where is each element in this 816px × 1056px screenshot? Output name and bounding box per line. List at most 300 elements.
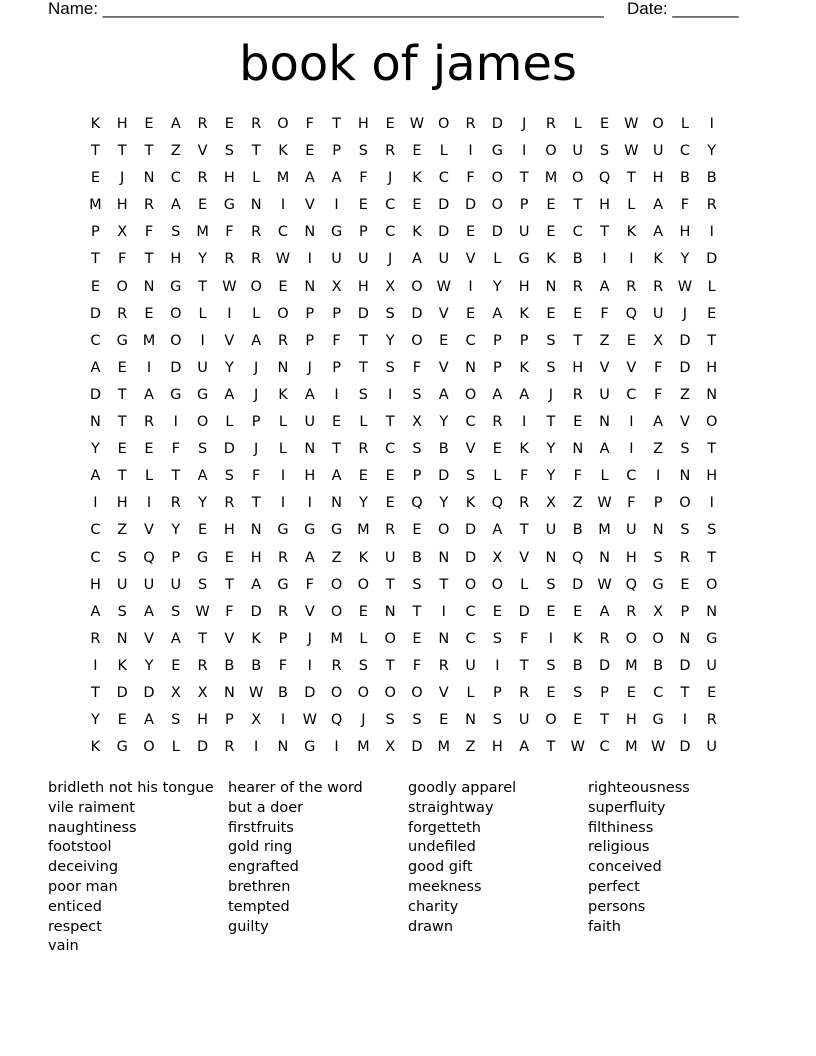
grid-letter[interactable]: O [330,684,343,701]
grid-letter[interactable]: K [278,386,288,403]
grid-letter[interactable]: I [146,359,152,376]
grid-letter[interactable]: W [650,739,666,756]
grid-letter[interactable]: W [302,712,317,729]
grid-letter[interactable]: P [278,630,288,647]
grid-letter[interactable]: Z [679,386,690,403]
grid-letter[interactable]: B [572,657,583,674]
grid-letter[interactable]: P [251,414,261,431]
grid-letter[interactable]: N [545,278,557,295]
grid-letter[interactable]: G [170,386,182,403]
grid-letter[interactable]: I [441,603,446,620]
grid-letter[interactable]: O [491,576,504,593]
grid-letter[interactable]: V [197,143,208,160]
grid-letter[interactable]: N [438,549,450,566]
grid-letter[interactable]: G [223,197,235,214]
grid-letter[interactable]: I [629,251,634,268]
grid-letter[interactable]: T [117,386,127,403]
grid-letter[interactable]: O [545,143,557,160]
grid-letter[interactable]: Q [491,495,504,512]
grid-letter[interactable]: N [438,630,450,647]
grid-letter[interactable]: E [385,468,395,485]
grid-letter[interactable]: E [707,684,717,701]
grid-letter[interactable]: E [358,197,368,214]
grid-letter[interactable]: T [117,414,127,431]
grid-letter[interactable]: U [706,657,718,674]
grid-letter[interactable]: X [411,414,422,431]
grid-letter[interactable]: S [117,603,127,620]
grid-letter[interactable]: T [439,576,449,593]
grid-letter[interactable]: B [572,251,583,268]
grid-letter[interactable]: E [224,116,234,132]
grid-letter[interactable]: Y [546,468,556,485]
grid-letter[interactable]: O [330,576,343,593]
grid-letter[interactable]: R [572,386,583,403]
grid-letter[interactable]: U [465,657,476,674]
grid-letter[interactable]: P [519,197,529,214]
grid-letter[interactable]: O [706,576,718,593]
grid-letter[interactable]: G [170,278,182,295]
grid-letter[interactable]: F [653,386,663,403]
grid-letter[interactable]: Y [198,251,208,268]
grid-letter[interactable]: K [358,549,369,566]
grid-letter[interactable]: K [546,251,556,268]
grid-letter[interactable]: K [626,224,637,241]
grid-letter[interactable]: O [277,305,289,322]
grid-letter[interactable]: E [465,305,476,322]
grid-letter[interactable]: B [679,170,690,187]
grid-letter[interactable]: S [546,576,556,593]
grid-letter[interactable]: A [170,197,181,214]
grid-letter[interactable]: B [572,522,583,539]
grid-letter[interactable]: R [251,251,262,268]
grid-letter[interactable]: M [357,739,370,756]
grid-letter[interactable]: I [146,495,152,512]
grid-letter[interactable]: F [332,332,341,349]
grid-letter[interactable]: O [357,576,370,593]
grid-letter[interactable]: S [224,468,234,485]
grid-letter[interactable]: O [411,278,423,295]
grid-letter[interactable]: E [144,441,154,458]
grid-letter[interactable]: P [332,359,341,376]
grid-letter[interactable]: D [438,197,450,214]
grid-letter[interactable]: U [116,576,128,593]
grid-letter[interactable]: H [679,224,691,241]
grid-letter[interactable]: Y [385,332,395,349]
grid-letter[interactable]: E [465,224,476,241]
grid-letter[interactable]: E [546,224,556,241]
grid-letter[interactable]: S [680,441,690,458]
grid-letter[interactable]: H [170,251,182,268]
grid-letter[interactable]: A [519,739,530,756]
grid-letter[interactable]: J [254,359,259,376]
grid-letter[interactable]: W [677,278,693,295]
grid-letter[interactable]: Z [170,143,181,160]
grid-letter[interactable]: M [544,170,558,187]
grid-letter[interactable]: F [680,197,690,214]
grid-letter[interactable]: O [170,332,182,349]
grid-letter[interactable]: T [144,251,154,268]
grid-letter[interactable]: A [492,386,503,403]
grid-letter[interactable]: O [652,116,664,132]
grid-letter[interactable]: R [679,549,690,566]
grid-letter[interactable]: T [707,332,717,349]
grid-letter[interactable]: V [224,332,235,349]
grid-letter[interactable]: N [277,739,289,756]
grid-letter[interactable]: O [411,332,423,349]
grid-letter[interactable]: G [706,630,718,647]
grid-letter[interactable]: R [572,278,583,295]
grid-letter[interactable]: W [597,576,612,593]
grid-letter[interactable]: I [522,143,527,160]
grid-letter[interactable]: W [436,278,451,295]
grid-letter[interactable]: X [170,684,181,701]
grid-letter[interactable]: V [144,630,154,647]
grid-letter[interactable]: E [439,332,449,349]
grid-letter[interactable]: R [626,278,637,295]
grid-letter[interactable]: K [251,630,261,647]
grid-letter[interactable]: Z [331,549,342,566]
grid-letter[interactable]: H [304,468,316,485]
grid-letter[interactable]: A [492,305,503,322]
grid-letter[interactable]: U [518,224,530,241]
grid-letter[interactable]: Z [653,441,664,458]
grid-letter[interactable]: E [573,603,583,620]
grid-letter[interactable]: P [305,305,315,322]
grid-letter[interactable]: A [144,603,154,620]
grid-letter[interactable]: I [280,468,286,485]
grid-letter[interactable]: O [411,684,423,701]
grid-letter[interactable]: E [412,630,422,647]
grid-letter[interactable]: A [144,386,154,403]
grid-letter[interactable]: I [200,332,205,349]
grid-letter[interactable]: D [411,305,423,322]
grid-letter[interactable]: D [679,657,691,674]
grid-letter[interactable]: N [304,224,316,241]
grid-letter[interactable]: N [706,386,718,403]
grid-letter[interactable]: S [680,522,690,539]
grid-letter[interactable]: S [117,549,127,566]
grid-letter[interactable]: E [412,143,422,160]
grid-letter[interactable]: S [412,712,422,729]
grid-letter[interactable]: D [250,603,262,620]
grid-letter[interactable]: P [332,305,341,322]
grid-letter[interactable]: E [90,278,100,295]
grid-letter[interactable]: F [653,359,663,376]
grid-letter[interactable]: N [250,522,262,539]
grid-letter[interactable]: P [492,332,502,349]
grid-letter[interactable]: A [412,251,422,268]
grid-letter[interactable]: E [626,332,636,349]
grid-letter[interactable]: A [304,386,315,403]
grid-letter[interactable]: O [384,684,396,701]
grid-letter[interactable]: C [572,224,583,241]
grid-letter[interactable]: G [304,522,316,539]
grid-letter[interactable]: Y [546,441,556,458]
grid-letter[interactable]: P [91,224,100,241]
grid-letter[interactable]: D [706,251,718,268]
grid-letter[interactable]: R [358,441,369,458]
grid-letter[interactable]: J [307,359,312,376]
grid-letter[interactable]: G [277,522,289,539]
grid-letter[interactable]: D [518,603,530,620]
grid-letter[interactable]: O [491,170,504,187]
grid-letter[interactable]: K [519,305,529,322]
grid-letter[interactable]: X [545,495,556,512]
grid-letter[interactable]: R [224,251,235,268]
grid-letter[interactable]: E [305,143,315,160]
grid-letter[interactable]: B [411,549,422,566]
grid-letter[interactable]: I [388,386,393,403]
grid-letter[interactable]: D [116,684,128,701]
grid-letter[interactable]: I [709,495,714,512]
grid-letter[interactable]: A [331,468,342,485]
grid-letter[interactable]: U [143,576,155,593]
grid-letter[interactable]: E [358,603,368,620]
grid-letter[interactable]: S [358,386,368,403]
grid-letter[interactable]: R [465,116,476,132]
grid-letter[interactable]: W [249,684,264,701]
grid-letter[interactable]: J [548,386,554,403]
grid-letter[interactable]: M [625,657,638,674]
grid-letter[interactable]: S [653,549,663,566]
grid-letter[interactable]: F [412,359,422,376]
grid-letter[interactable]: E [573,712,583,729]
grid-letter[interactable]: V [465,441,476,458]
grid-letter[interactable]: E [358,468,368,485]
grid-letter[interactable]: V [438,359,449,376]
grid-letter[interactable]: N [679,468,691,485]
grid-letter[interactable]: F [305,576,314,593]
grid-letter[interactable]: N [304,441,316,458]
grid-letter[interactable]: U [652,143,664,160]
grid-letter[interactable]: I [280,495,286,512]
grid-letter[interactable]: Y [439,414,449,431]
grid-letter[interactable]: Z [117,522,128,539]
grid-letter[interactable]: D [438,468,450,485]
grid-letter[interactable]: C [653,684,664,701]
grid-letter[interactable]: G [330,224,343,241]
grid-letter[interactable]: E [171,657,181,674]
grid-letter[interactable]: L [359,414,368,431]
grid-letter[interactable]: X [653,603,664,620]
grid-letter[interactable]: E [492,441,502,458]
grid-letter[interactable]: T [385,657,395,674]
grid-letter[interactable]: N [572,441,584,458]
grid-letter[interactable]: C [465,414,476,431]
grid-letter[interactable]: R [385,522,396,539]
grid-letter[interactable]: I [522,414,527,431]
grid-letter[interactable]: E [680,576,690,593]
grid-letter[interactable]: U [170,576,182,593]
grid-letter[interactable]: L [707,278,716,295]
grid-letter[interactable]: V [304,197,315,214]
grid-letter[interactable]: F [519,630,529,647]
grid-letter[interactable]: O [170,305,182,322]
grid-letter[interactable]: D [143,684,155,701]
grid-letter[interactable]: R [251,116,262,132]
grid-letter[interactable]: A [144,712,154,729]
grid-letter[interactable]: S [492,712,502,729]
grid-letter[interactable]: V [304,603,315,620]
grid-letter[interactable]: A [438,386,449,403]
grid-letter[interactable]: K [653,251,663,268]
grid-letter[interactable]: T [358,359,368,376]
grid-letter[interactable]: O [277,116,289,132]
grid-letter[interactable]: S [358,143,368,160]
grid-letter[interactable]: E [573,414,583,431]
grid-letter[interactable]: L [171,739,180,756]
grid-letter[interactable]: X [385,739,396,756]
grid-letter[interactable]: U [331,251,342,268]
grid-letter[interactable]: R [224,739,235,756]
grid-letter[interactable]: Q [625,305,638,322]
grid-letter[interactable]: V [679,414,690,431]
grid-letter[interactable]: E [707,305,717,322]
grid-letter[interactable]: H [116,197,128,214]
grid-letter[interactable]: O [464,386,477,403]
grid-letter[interactable]: Y [171,522,181,539]
grid-letter[interactable]: N [545,549,557,566]
grid-letter[interactable]: K [90,739,101,756]
grid-letter[interactable]: C [626,468,637,485]
grid-letter[interactable]: W [275,251,291,268]
grid-letter[interactable]: O [491,197,504,214]
grid-letter[interactable]: Y [439,495,449,512]
grid-letter[interactable]: L [600,468,609,485]
grid-letter[interactable]: H [491,739,503,756]
grid-letter[interactable]: D [679,359,691,376]
grid-letter[interactable]: R [277,332,289,349]
grid-letter[interactable]: V [465,251,476,268]
grid-letter[interactable]: T [90,684,100,701]
grid-letter[interactable]: P [492,684,502,701]
grid-letter[interactable]: E [117,441,127,458]
grid-letter[interactable]: E [385,495,395,512]
grid-letter[interactable]: R [706,712,717,729]
grid-letter[interactable]: W [409,116,425,132]
grid-letter[interactable]: H [706,359,718,376]
grid-letter[interactable]: D [464,549,477,566]
grid-letter[interactable]: D [679,739,691,756]
grid-letter[interactable]: A [331,170,342,187]
grid-letter[interactable]: C [465,332,476,349]
grid-letter[interactable]: H [89,576,101,593]
grid-letter[interactable]: D [572,576,584,593]
grid-letter[interactable]: R [492,414,503,431]
grid-letter[interactable]: K [90,116,101,132]
grid-letter[interactable]: T [224,576,234,593]
grid-letter[interactable]: X [331,278,342,295]
grid-letter[interactable]: E [224,549,234,566]
grid-letter[interactable]: E [546,603,556,620]
grid-letter[interactable]: L [198,305,207,322]
grid-letter[interactable]: T [385,576,395,593]
grid-letter[interactable]: A [197,468,208,485]
grid-letter[interactable]: U [304,414,316,431]
grid-letter[interactable]: I [280,197,286,214]
grid-letter[interactable]: T [251,495,261,512]
grid-letter[interactable]: T [117,468,127,485]
grid-letter[interactable]: P [653,495,663,512]
grid-letter[interactable]: I [468,143,473,160]
grid-letter[interactable]: C [90,522,101,539]
grid-letter[interactable]: R [385,143,396,160]
grid-letter[interactable]: R [438,657,449,674]
grid-letter[interactable]: P [680,603,690,620]
grid-letter[interactable]: Y [358,495,368,512]
grid-letter[interactable]: Z [572,495,583,512]
grid-letter[interactable]: C [679,143,690,160]
grid-letter[interactable]: F [627,495,636,512]
grid-letter[interactable]: B [706,170,717,187]
grid-letter[interactable]: C [277,224,289,241]
grid-letter[interactable]: Y [198,495,208,512]
grid-letter[interactable]: T [519,522,529,539]
grid-letter[interactable]: W [624,116,639,132]
grid-letter[interactable]: C [385,224,396,241]
grid-letter[interactable]: X [492,549,503,566]
grid-letter[interactable]: D [491,224,503,241]
grid-letter[interactable]: I [334,197,339,214]
grid-letter[interactable]: Y [707,143,717,160]
grid-letter[interactable]: S [412,386,422,403]
grid-letter[interactable]: A [90,468,101,485]
grid-letter[interactable]: S [171,224,181,241]
grid-letter[interactable]: I [307,495,312,512]
grid-letter[interactable]: A [251,332,262,349]
grid-letter[interactable]: H [599,197,610,214]
grid-letter[interactable]: E [278,278,288,295]
grid-letter[interactable]: T [600,224,609,241]
grid-letter[interactable]: O [464,576,477,593]
grid-letter[interactable]: I [495,657,500,674]
grid-letter[interactable]: L [439,143,448,160]
grid-letter[interactable]: I [227,305,232,322]
grid-letter[interactable]: C [626,386,637,403]
grid-letter[interactable]: Y [492,278,502,295]
grid-letter[interactable]: G [652,712,664,729]
grid-letter[interactable]: U [545,522,557,539]
grid-letter[interactable]: E [144,116,154,132]
grid-letter[interactable]: M [437,739,451,756]
grid-letter[interactable]: Z [599,332,610,349]
grid-letter[interactable]: Q [330,712,343,729]
grid-letter[interactable]: X [385,278,396,295]
grid-letter[interactable]: J [361,712,366,729]
grid-letter[interactable]: E [546,684,556,701]
grid-letter[interactable]: D [89,305,101,322]
grid-letter[interactable]: T [573,332,583,349]
grid-letter[interactable]: N [116,630,128,647]
grid-letter[interactable]: D [411,739,423,756]
grid-letter[interactable]: H [625,549,637,566]
grid-letter[interactable]: I [334,739,339,756]
grid-letter[interactable]: Y [680,251,690,268]
grid-letter[interactable]: L [627,197,636,214]
grid-letter[interactable]: O [196,414,209,431]
grid-letter[interactable]: O [116,278,128,295]
grid-letter[interactable]: S [358,657,368,674]
grid-letter[interactable]: S [599,143,610,160]
grid-letter[interactable]: D [438,224,450,241]
grid-letter[interactable]: H [625,712,637,729]
grid-letter[interactable]: H [116,495,128,512]
grid-letter[interactable]: N [599,414,610,431]
grid-letter[interactable]: G [196,386,209,403]
grid-letter[interactable]: O [706,414,718,431]
grid-letter[interactable]: R [519,495,530,512]
grid-letter[interactable]: N [679,630,691,647]
